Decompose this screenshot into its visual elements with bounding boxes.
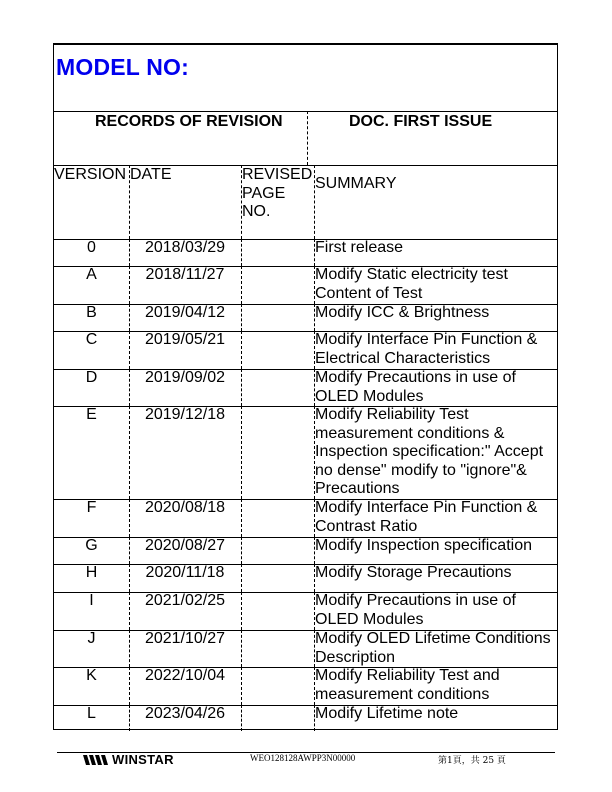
column-divider	[314, 564, 315, 592]
column-divider	[129, 592, 130, 630]
column-divider	[129, 304, 130, 331]
page-indicator: 第1頁，共 25 頁	[438, 756, 506, 766]
date-cell: 2019/09/02	[144, 369, 226, 386]
summary-cell: Modify Reliability Test measurement conditions & Inspection specification:" Accept no dense" modify to "ignore"& Precautions	[315, 406, 544, 497]
summary-cell: First release	[315, 239, 404, 256]
version-cell: C	[85, 331, 98, 348]
summary-cell: Modify Interface Pin Function & Contrast Ratio	[315, 499, 538, 535]
column-divider	[314, 331, 315, 369]
table-row	[54, 499, 557, 538]
date-cell: 2018/11/27	[145, 266, 225, 283]
revision-table-frame	[53, 43, 558, 730]
column-divider	[307, 111, 308, 165]
table-row	[54, 406, 557, 500]
column-divider	[314, 304, 315, 331]
winstar-logo	[83, 752, 174, 767]
date-cell: 2020/08/18	[144, 499, 226, 516]
column-divider	[241, 304, 242, 331]
version-cell: B	[86, 304, 97, 321]
summary-cell: Modify Inspection specification	[315, 537, 532, 554]
table-row	[54, 331, 557, 370]
summary-cell: Modify Precautions in use of OLED Modules	[315, 592, 516, 628]
summary-cell: Modify Lifetime note	[315, 705, 459, 722]
column-divider	[129, 266, 130, 304]
column-divider	[314, 239, 315, 266]
table-row	[54, 564, 557, 593]
table-row	[54, 537, 557, 565]
column-divider	[314, 537, 315, 564]
column-divider	[314, 266, 315, 304]
summary-cell: Modify Reliability Test and measurement conditions	[315, 667, 500, 703]
date-cell: 2021/02/25	[144, 592, 226, 609]
column-header-row	[54, 165, 557, 240]
column-divider	[241, 667, 242, 705]
column-divider	[129, 667, 130, 705]
version-cell: 0	[87, 239, 96, 256]
date-cell: 2022/10/04	[144, 667, 226, 684]
column-divider	[314, 592, 315, 630]
model-row	[54, 45, 557, 112]
version-cell: I	[89, 592, 94, 609]
column-divider	[129, 331, 130, 369]
summary-cell: Modify OLED Lifetime Conditions Description	[315, 630, 551, 666]
column-divider	[241, 630, 242, 667]
column-divider	[241, 537, 242, 564]
column-divider	[129, 369, 130, 406]
version-cell: K	[86, 667, 97, 684]
summary-cell: Modify Precautions in use of OLED Modules	[315, 369, 516, 405]
column-divider	[314, 406, 315, 499]
column-divider	[129, 537, 130, 564]
date-cell: 2019/05/21	[144, 331, 226, 348]
column-divider	[241, 165, 242, 239]
records-header-row	[54, 111, 557, 166]
column-divider	[241, 406, 242, 499]
version-cell: A	[86, 266, 97, 283]
date-cell: 2019/04/12	[144, 304, 226, 321]
document-number: WEO128128AWPP3N00000	[250, 753, 356, 763]
column-divider	[129, 406, 130, 499]
column-divider	[241, 705, 242, 731]
table-row	[54, 592, 557, 631]
winstar-logo-icon	[83, 754, 109, 766]
column-header-date: DATE	[130, 166, 172, 183]
column-divider	[129, 705, 130, 731]
column-divider	[241, 369, 242, 406]
column-divider	[129, 239, 130, 266]
version-cell: D	[85, 369, 98, 386]
model-title: MODEL NO:	[56, 54, 189, 80]
version-cell: G	[85, 537, 98, 554]
summary-cell: Modify Storage Precautions	[315, 564, 512, 581]
column-divider	[129, 564, 130, 592]
column-header-revised-page: REVISED PAGE NO.	[242, 166, 313, 220]
column-divider	[241, 592, 242, 630]
version-cell: F	[86, 499, 97, 516]
table-row	[54, 630, 557, 668]
version-cell: H	[85, 564, 98, 581]
column-divider	[129, 499, 130, 537]
doc-first-issue-label: DOC. FIRST ISSUE	[349, 113, 493, 130]
date-cell: 2018/03/29	[144, 239, 226, 256]
column-divider	[241, 239, 242, 266]
column-header-summary: SUMMARY	[315, 175, 397, 192]
table-row	[54, 239, 557, 267]
table-row	[54, 667, 557, 706]
date-cell: 2023/04/26	[144, 705, 226, 722]
table-row	[54, 304, 557, 332]
column-divider	[241, 331, 242, 369]
column-divider	[129, 165, 130, 239]
date-cell: 2020/11/18	[145, 564, 225, 581]
column-divider	[241, 499, 242, 537]
date-cell: 2019/12/18	[144, 406, 226, 423]
version-cell: J	[87, 630, 96, 647]
date-cell: 2021/10/27	[144, 630, 226, 647]
version-cell: E	[86, 406, 97, 423]
table-row	[54, 266, 557, 305]
date-cell: 2020/08/27	[144, 537, 226, 554]
column-divider	[241, 266, 242, 304]
column-divider	[314, 667, 315, 705]
column-divider	[241, 564, 242, 592]
version-cell: L	[87, 705, 96, 722]
summary-cell: Modify Interface Pin Function & Electrical Characteristics	[315, 331, 538, 367]
summary-cell: Modify Static electricity test Content of Test	[315, 266, 508, 302]
summary-cell: Modify ICC & Brightness	[315, 304, 490, 321]
column-divider	[314, 705, 315, 731]
column-divider	[129, 630, 130, 667]
column-header-version: VERSION	[54, 166, 127, 183]
column-divider	[314, 499, 315, 537]
column-divider	[314, 165, 315, 239]
column-divider	[314, 630, 315, 667]
records-of-revision-label: RECORDS OF REVISION	[95, 113, 283, 130]
logo-text: WINSTAR	[112, 752, 174, 767]
table-row	[54, 369, 557, 407]
column-divider	[314, 369, 315, 406]
table-row	[54, 705, 557, 731]
